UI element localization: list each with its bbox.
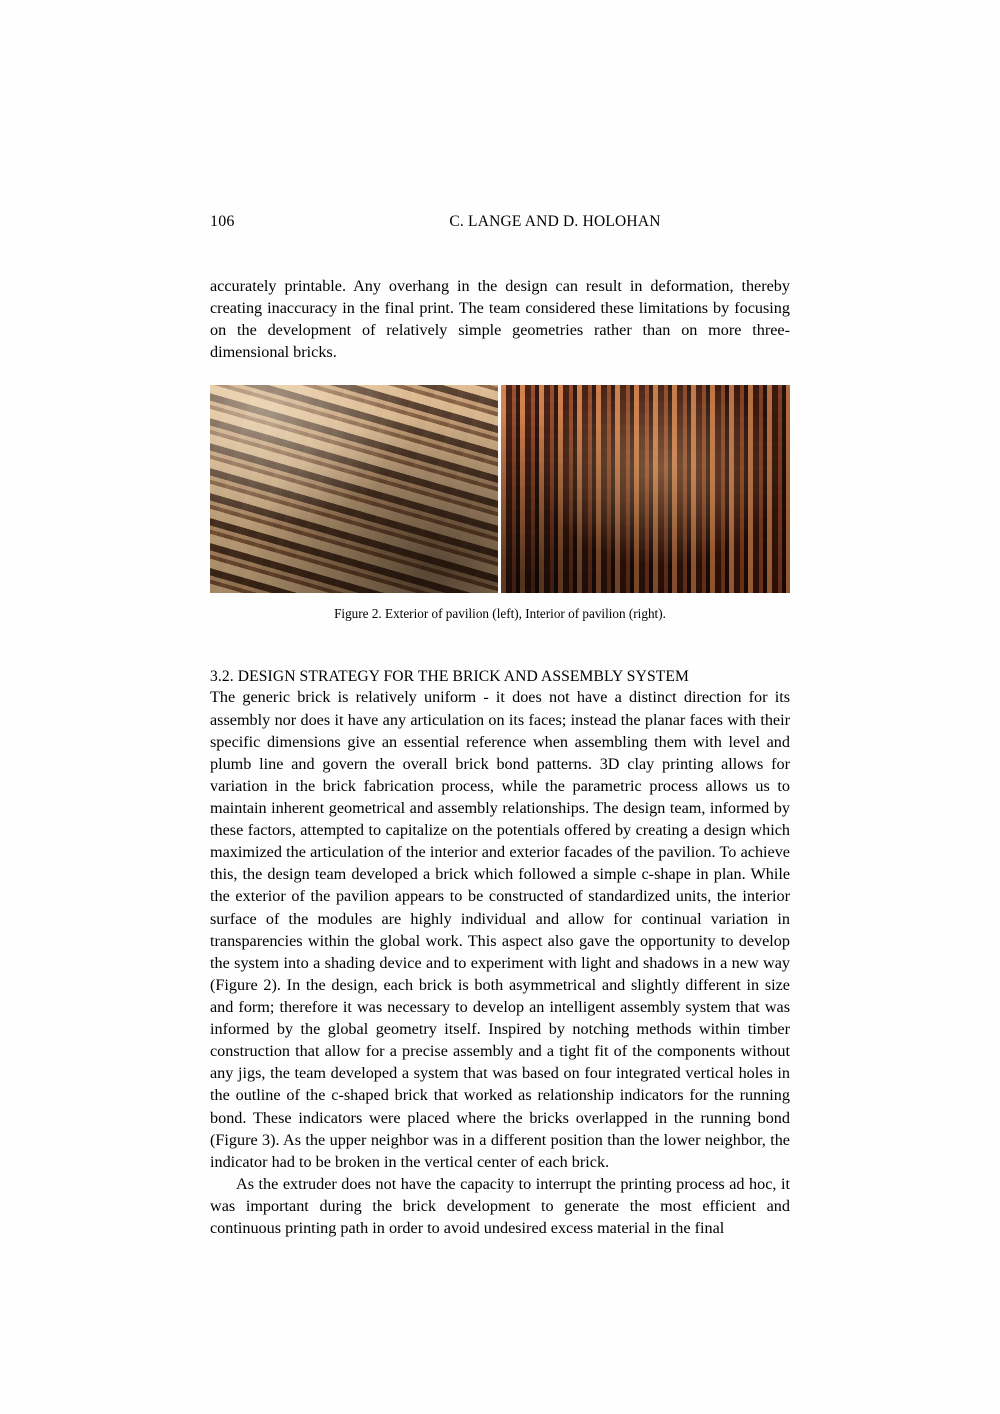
paragraph-extruder: As the extruder does not have the capacity to interrupt the printing process ad hoc, it was important during the brick development to generate the most efficient and continuous printing path in order to avoid undesired excess material in the final xyxy=(210,1174,790,1238)
section-heading: 3.2. DESIGN STRATEGY FOR THE BRICK AND ASSEMBLY SYSTEM xyxy=(210,668,689,686)
page-content xyxy=(210,213,790,1239)
paragraph-intro: accurately printable. Any overhang in the design can result in deformation, thereby creating inaccuracy in the final print. The team considered these limitations by focusing on the development of relatively simple geometries rather than on more three-dimensional bricks. xyxy=(210,277,790,362)
figure-2 xyxy=(210,385,790,622)
running-title: C. LANGE AND D. HOLOHAN xyxy=(449,213,661,230)
figure-images xyxy=(210,385,790,593)
paragraph-design-strategy: The generic brick is relatively uniform - it does not have a distinct direction for its assembly nor does it have any articulation on its faces; instead the planar faces with their specific dimensions give an essential reference when assembling them with level and plumb line and govern the overall brick bond patterns. 3D clay printing allows for variation in the brick fabrication process, while the parametric process allows us to maintain inherent geometrical and assembly relationships. The design team, informed by these factors, attempted to capitalize on the potentials offered by creating a design which maximized the articulation of the interior and exterior facades of the pavilion. To achieve this, the design team developed a brick which followed a simple c-shape in plan. While the exterior of the pavilion appears to be constructed of standardized units, the interior surface of the modules are highly individual and allow for continual variation in transparencies within the global work. This aspect also gave the opportunity to develop the system into a shading device and to experiment with light and shadows in a new way (Figure 2). In the design, each brick is both asymmetrical and slightly different in size and form; therefore it was necessary to develop an intelligent assembly system that was informed by the global geometry itself. Inspired by notching methods within timber construction that allow for a precise assembly and a tight fit of the components without any jigs, the team developed a system that was based on four integrated vertical holes in the outline of the c-shaped brick that worked as relationship indicators for the running bond. These indicators were placed where the bricks overlapped in the running bond (Figure 3). As the upper neighbor was in a different position than the lower neighbor, the indicator had to be broken in the vertical center of each brick. xyxy=(210,688,790,1171)
exterior-shading xyxy=(210,385,498,593)
interior-shading xyxy=(501,385,790,593)
running-head xyxy=(210,213,790,231)
page-number: 106 xyxy=(210,213,235,230)
figure-image-interior xyxy=(501,385,790,593)
figure-image-exterior xyxy=(210,385,498,593)
figure-caption: Figure 2. Exterior of pavilion (left), Interior of pavilion (right). xyxy=(334,606,666,622)
